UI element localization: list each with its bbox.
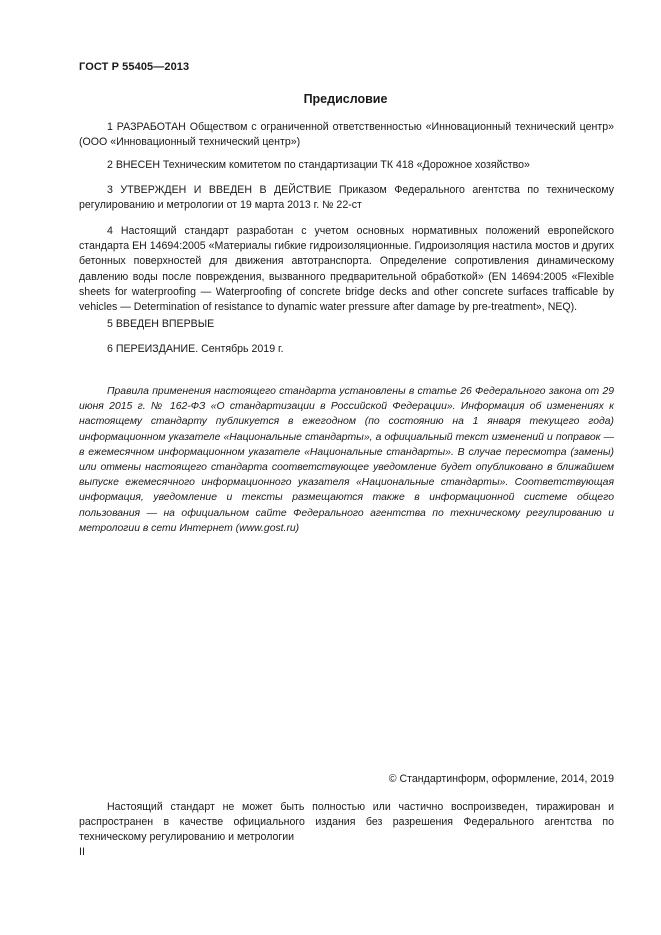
foreword-item-reissue: 6 ПЕРЕИЗДАНИЕ. Сентябрь 2019 г. (107, 343, 284, 355)
foreword-item-developed: 1 РАЗРАБОТАН Обществом с ограниченной ответственностью «Инновационный технический центр» (ООО «Инновационный технический центр») (79, 121, 614, 149)
copyright-line: © Стандартинформ, оформление, 2014, 2019 (388, 773, 614, 785)
standard-code: ГОСТ Р 55405—2013 (79, 61, 190, 73)
reprint-restriction-notice: Настоящий стандарт не может быть полностью или частично воспроизведен, тиражирован и распространен в качестве официального издания без разрешения Федерального агентства по техническому регулированию и метрологии (79, 801, 614, 844)
foreword-item-first-introduced: 5 ВВЕДЕН ВПЕРВЫЕ (107, 318, 215, 330)
foreword-item-approved: 3 УТВЕРЖДЕН И ВВЕДЕН В ДЕЙСТВИЕ Приказом Федерального агентства по техническому регулированию и метрологии от 19 марта 2013 г. № 22-ст (79, 184, 614, 212)
page-title: Предисловие (303, 92, 388, 106)
page-number: II (79, 846, 85, 858)
foreword-item-basis: 4 Настоящий стандарт разработан с учетом основных нормативных положений европейского стандарта ЕН 14694:2005 «Материалы гибкие гидроизоляционные. Гидроизоляция настила мостов и других бетонных поверхностей для движения автотранспорта. Определение сопротивления динамическому давлению воды после повреждения, вызванного предварительной обработкой» (EN 14694:2005 «Flexible sheets for waterproofing — Waterproofing of concrete bridge decks and other concrete surfaces trafficable by vehicles — Determination of resistance to dynamic water pressure after damage by pre-treatment», NEQ). (79, 225, 614, 314)
foreword-item-introduced: 2 ВНЕСЕН Техническим комитетом по стандартизации ТК 418 «Дорожное хозяйство» (107, 159, 530, 171)
application-rules-notice: Правила применения настоящего стандарта установлены в статье 26 Федерального закона от 29 июня 2015 г. № 162-ФЗ «О стандартизации в Российской Федерации». Информация об изменениях к настоящему стандарту публикуется в ежегодном (по состоянию на 1 января текущего года) информационном указателе «Национальные стандарты», а официальный текст изменений и поправок — в ежемесячном информационном указателе «Национальные стандарты». В случае пересмотра (замены) или отмены настоящего стандарта соответствующее уведомление будет опубликовано в ближайшем выпуске ежемесячного информационного указателя «Национальные стандарты». Соответствующая информация, уведомление и тексты размещаются также в информационной системе общего пользования — на официальном сайте Федерального агентства по техническому регулированию и метрологии в сети Интернет (www.gost.ru) (79, 386, 614, 534)
